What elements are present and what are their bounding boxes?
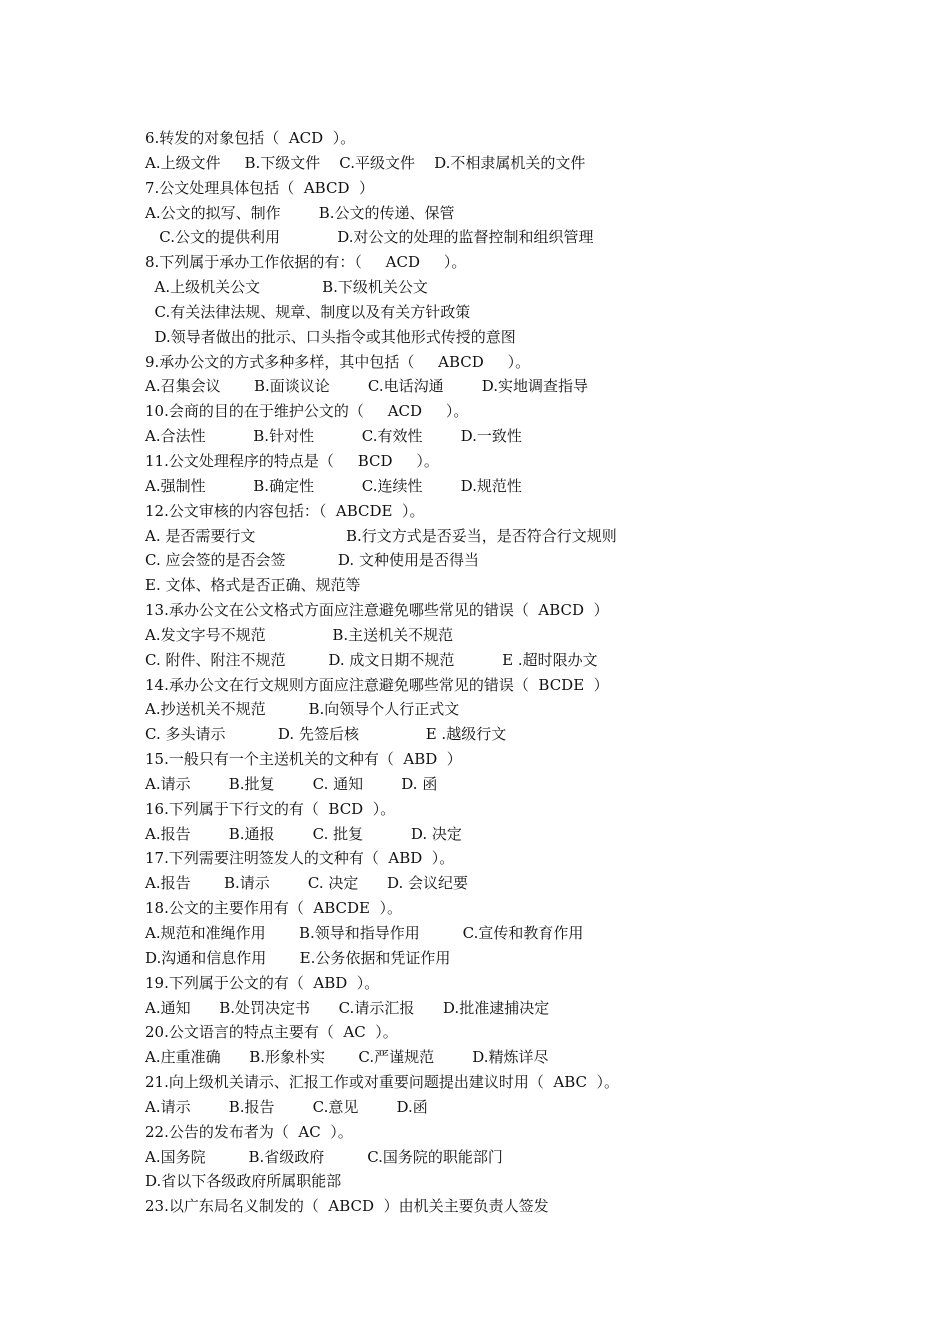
text-line: C. 多头请示 D. 先签后核 E .越级行文 (145, 725, 507, 744)
text-line: E. 文体、格式是否正确、规范等 (145, 576, 361, 595)
text-line: A.抄送机关不规范 B.向领导个人行正式文 (145, 700, 460, 719)
text-line: 14.承办公文在行文规则方面应注意避免哪些常见的错误（ BCDE ） (145, 675, 609, 694)
text-line: 13.承办公文在公文格式方面应注意避免哪些常见的错误（ ABCD ） (145, 601, 609, 620)
text-line: A.强制性 B.确定性 C.连续性 D.规范性 (145, 476, 522, 495)
text-line: A.国务院 B.省级政府 C.国务院的职能部门 (145, 1147, 503, 1166)
text-line: A.报告 B.通报 C. 批复 D. 决定 (145, 824, 462, 843)
text-line: 6.转发的对象包括（ ACD ）。 (145, 129, 356, 147)
text-line: A. 是否需要行文 B.行文方式是否妥当，是否符合行文规则 (145, 526, 617, 545)
text-line: 16.下列属于下行文的有（ BCD ）。 (145, 799, 396, 818)
text-line: 15.一般只有一个主送机关的文种有（ ABD ） (145, 750, 462, 769)
text-line: C. 附件、附注不规范 D. 成文日期不规范 E .超时限办文 (145, 650, 598, 669)
text-line: A.公文的拟写、制作 B.公文的传递、保管 (145, 203, 455, 222)
text-line: 12.公文审核的内容包括：（ ABCDE ）。 (145, 501, 425, 520)
text-line: A.上级机关公文 B.下级机关公文 (145, 278, 428, 297)
text-line: 21.向上级机关请示、汇报工作或对重要问题提出建议时用（ ABC ）。 (145, 1073, 620, 1092)
text-line: D.省以下各级政府所属职能部 (145, 1172, 342, 1191)
text-line: 7.公文处理具体包括（ ABCD ） (145, 178, 375, 197)
text-line: C.公文的提供利用 D.对公文的处理的监督控制和组织管理 (145, 228, 594, 247)
text-line: A.庄重准确 B.形象朴实 C.严谨规范 D.精炼详尽 (145, 1048, 549, 1067)
text-line: 9.承办公文的方式多种多样，其中包括（ ABCD ）。 (145, 352, 531, 371)
text-line: A.报告 B.请示 C. 决定 D. 会议纪要 (145, 874, 469, 893)
text-line: 20.公文语言的特点主要有（ AC ）。 (145, 1023, 398, 1042)
text-line: D.沟通和信息作用 E.公务依据和凭证作用 (145, 948, 451, 967)
text-line: A.召集会议 B.面谈议论 C.电话沟通 D.实地调查指导 (145, 377, 589, 396)
text-line: 19.下列属于公文的有（ ABD ）。 (145, 973, 380, 992)
text-line: 17.下列需要注明签发人的文种有（ ABD ）。 (145, 849, 455, 868)
text-line: 10.会商的目的在于维护公文的（ ACD ）。 (145, 402, 469, 421)
text-line: A.发文字号不规范 B.主送机关不规范 (145, 625, 454, 644)
text-line: 22.公告的发布者为（ AC ）。 (145, 1122, 353, 1141)
text-line: A.请示 B.报告 C.意见 D.函 (145, 1097, 428, 1116)
text-line: C.有关法律法规、规章、制度以及有关方针政策 (145, 302, 471, 321)
text-line: A.合法性 B.针对性 C.有效性 D.一致性 (145, 427, 522, 446)
text-line: 23.以广东局名义制发的（ ABCD ）由机关主要负责人签发 (145, 1197, 549, 1216)
text-line: A.规范和准绳作用 B.领导和指导作用 C.宣传和教育作用 (145, 924, 584, 942)
text-line: 8.下列属于承办工作依据的有：（ ACD ）。 (145, 253, 467, 272)
text-line: A.通知 B.处罚决定书 C.请示汇报 D.批准逮捕决定 (145, 998, 550, 1017)
text-line: C. 应会签的是否会签 D. 文种使用是否得当 (145, 551, 479, 570)
text-line: D.领导者做出的批示、口头指令或其他形式传授的意图 (145, 327, 516, 346)
text-line: A.请示 B.批复 C. 通知 D. 函 (145, 774, 438, 793)
text-line: A.上级文件 B.下级文件 C.平级文件 D.不相隶属机关的文件 (145, 153, 586, 172)
question-list (145, 126, 845, 1219)
text-line: 11.公文处理程序的特点是（ BCD ）。 (145, 451, 439, 470)
text-line: 18.公文的主要作用有（ ABCDE ）。 (145, 899, 403, 918)
